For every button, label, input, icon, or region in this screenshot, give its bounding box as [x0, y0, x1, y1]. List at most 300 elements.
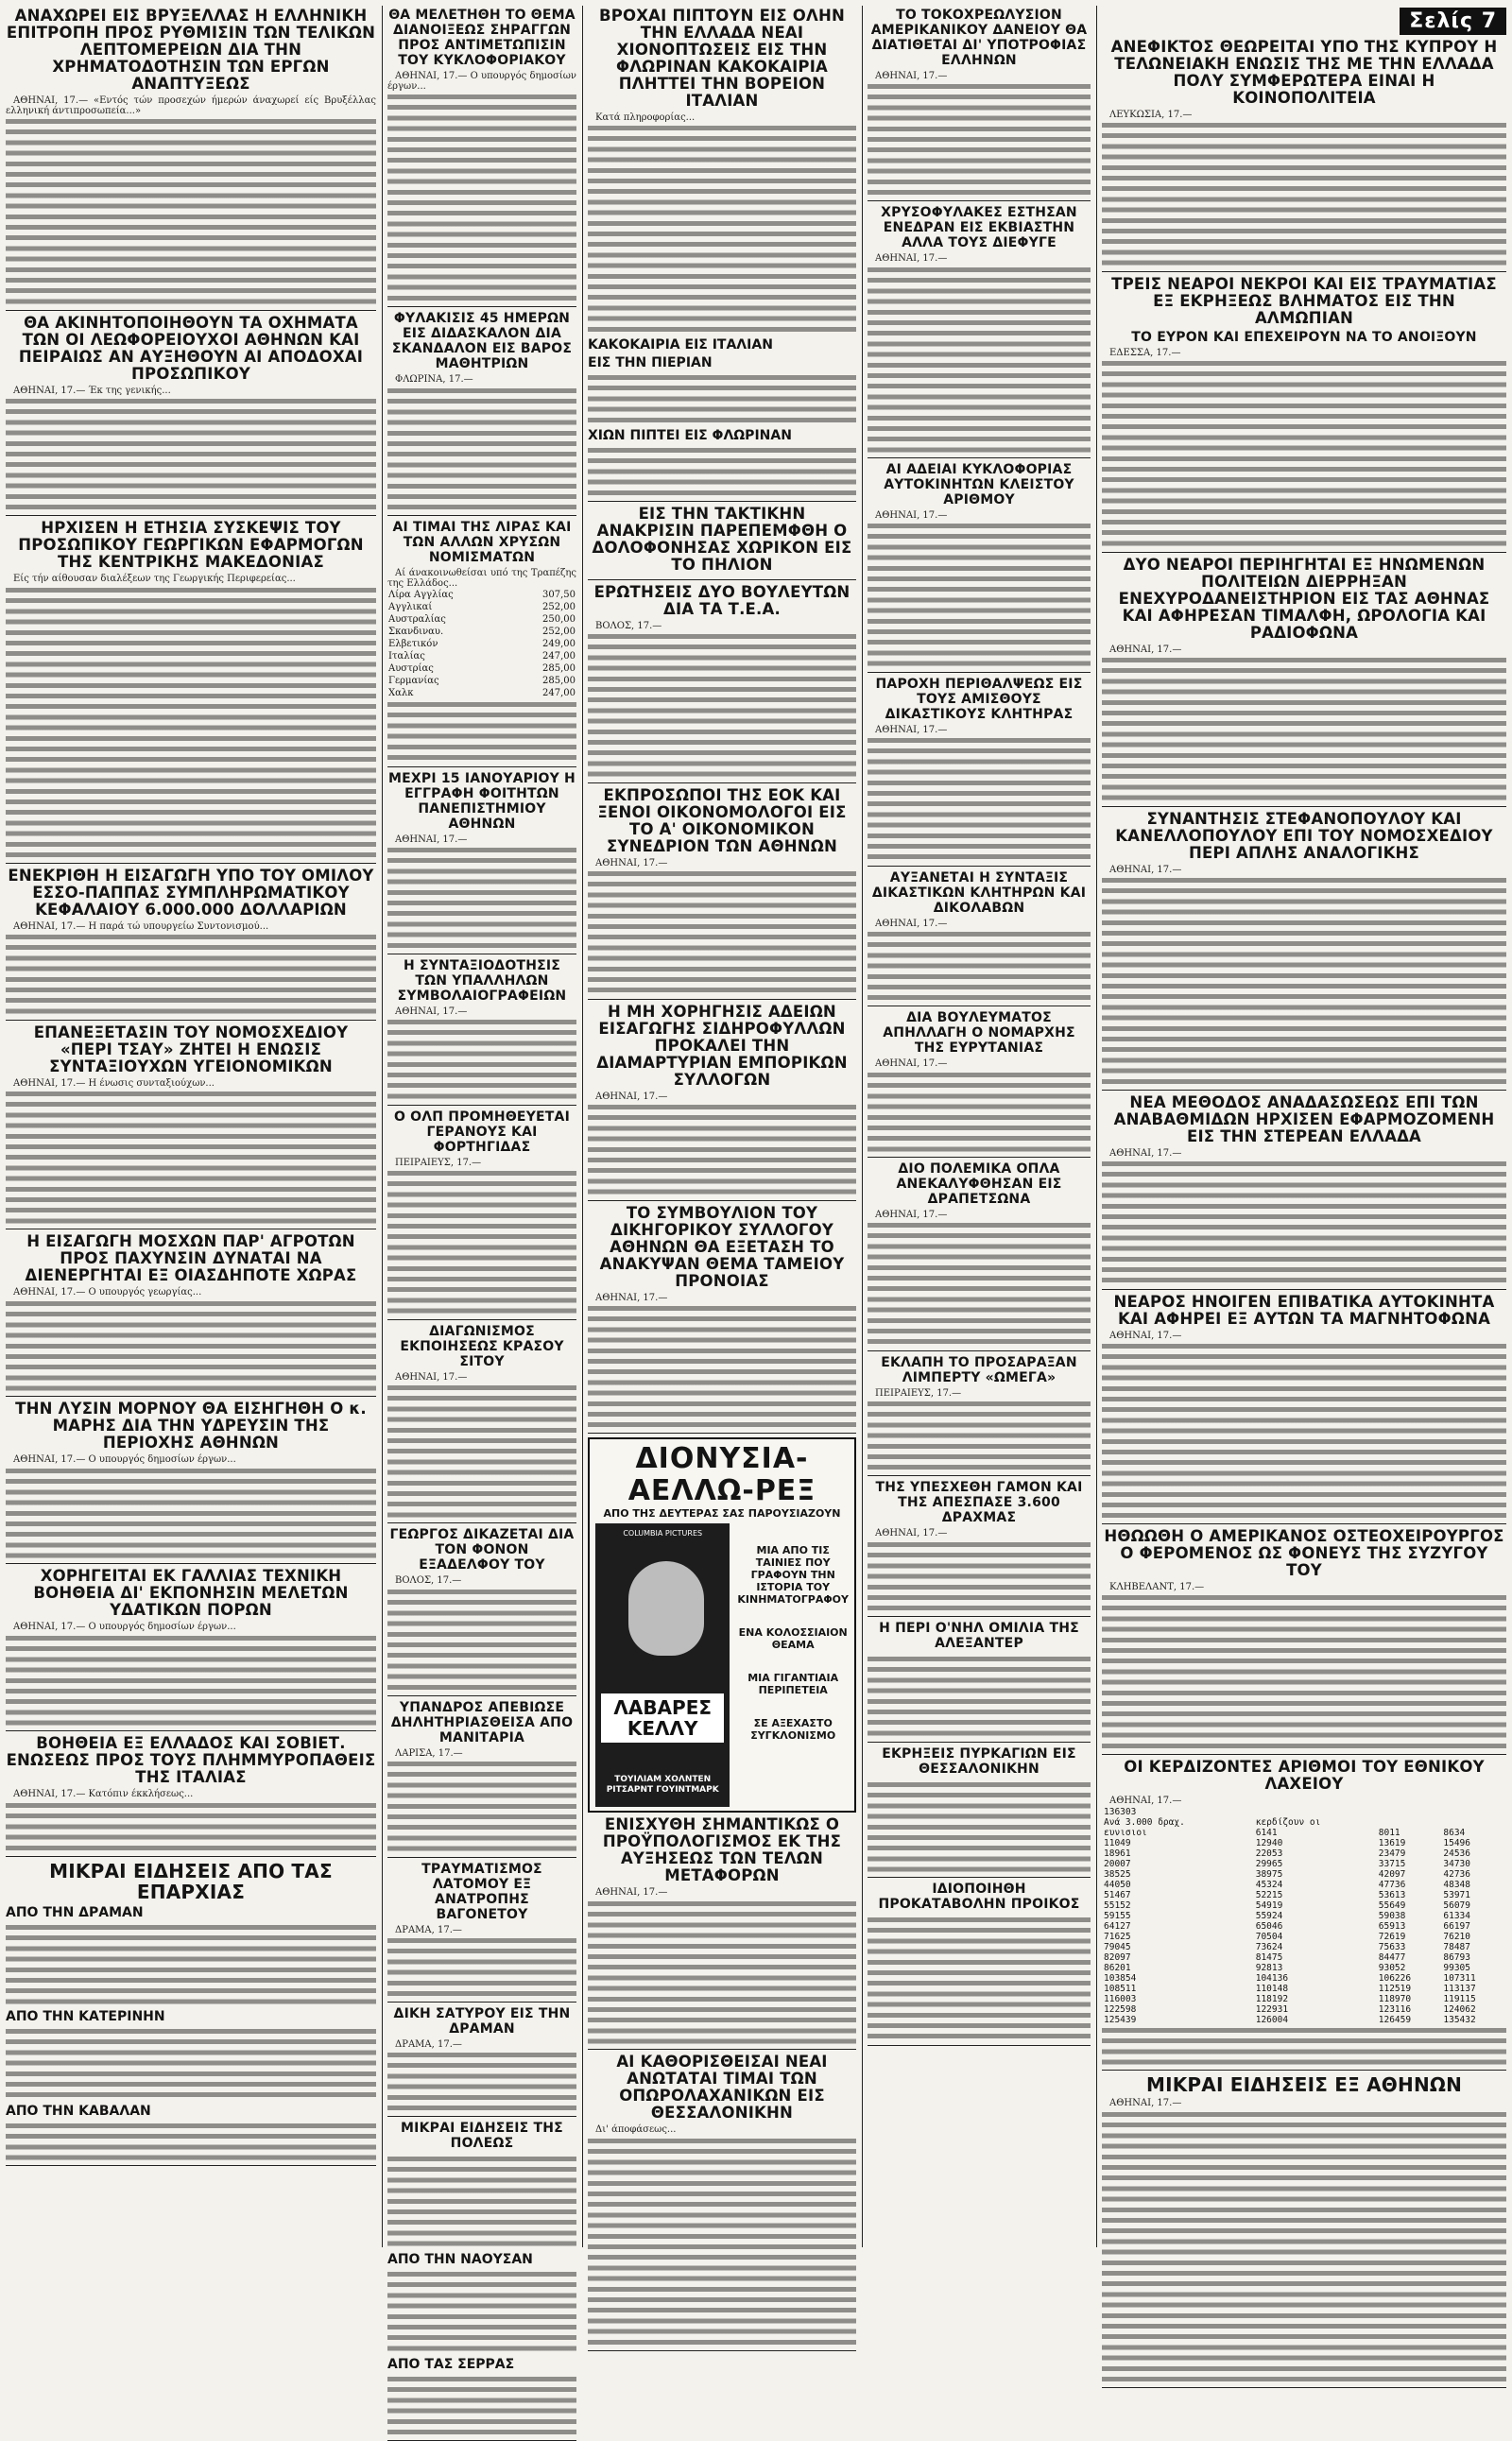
- lottery-number: [1377, 1807, 1442, 1817]
- article-lead: ΑΘΗΝΑΙ, 17.— Έκ της γενικής...: [13, 386, 171, 396]
- poster-portrait: [628, 1561, 704, 1656]
- price-row: [387, 601, 576, 613]
- article-lead: ΑΘΗΝΑΙ, 17.—: [875, 71, 948, 81]
- article-headline: ΜΙΚΡΑΙ ΕΙΔΗΣΕΙΣ ΤΗΣ ΠΟΛΕΩΣ: [401, 2121, 563, 2152]
- article-lead: ΑΘΗΝΑΙ, 17.—: [595, 1091, 668, 1102]
- article-lead: ΑΘΗΝΑΙ, 17.— «Εντός τών προσεχών ήμερών άναχωρεί είς Βρυξέλλας ελληνική άντιπροσωπεία...»: [6, 95, 376, 117]
- lottery-number: 119115: [1443, 1993, 1476, 2004]
- article-body: [387, 2050, 576, 2113]
- column-5: [1102, 6, 1506, 2247]
- lottery-row: [1102, 1859, 1506, 1869]
- article-body: [387, 1017, 576, 1102]
- lottery-results: [1102, 1807, 1506, 2025]
- column-rule: [582, 6, 583, 2247]
- price-value: 252,00: [542, 627, 576, 638]
- article-lead: ΑΘΗΝΑΙ, 17.—: [875, 1528, 948, 1539]
- price-row: [387, 687, 576, 699]
- article-lead: ΑΘΗΝΑΙ, 17.—: [595, 858, 668, 869]
- news-article: [387, 958, 576, 1106]
- article-body: [868, 1399, 1091, 1472]
- lottery-number: 65046: [1255, 1920, 1283, 1932]
- article-headline: ΕΙΣ ΤΗΝ ΤΑΚΤΙΚΗΝ ΑΝΑΚΡΙΣΙΝ ΠΑΡΕΠΕΜΦΘΗ Ο ΔΟΛΟΦΟΝΗΣΑΣ ΧΩΡΙΚΟΝ ΕΙΣ ΤΟ ΠΗΛΙΟΝ: [592, 505, 852, 575]
- lottery-number: 86201: [1104, 1962, 1131, 1973]
- price-value: 247,00: [542, 651, 576, 662]
- article-headline: ΜΕΧΡΙ 15 ΙΑΝΟΥΑΡΙΟΥ Η ΕΓΓΡΑΦΗ ΦΟΙΤΗΤΩΝ ΠΑΝΕΠΙΣΤΗΜΙΟΥ ΑΘΗΝΩΝ: [388, 770, 576, 832]
- lottery-number: 24536: [1443, 1848, 1470, 1859]
- article-lead: ΑΘΗΝΑΙ, 17.—: [1109, 1796, 1182, 1807]
- lottery-number: 136303: [1104, 1806, 1137, 1817]
- lottery-number: 66197: [1443, 1920, 1470, 1932]
- lottery-number: 122598: [1104, 2003, 1137, 2015]
- lottery-number: 42097: [1378, 1868, 1406, 1880]
- article-headline: Η ΕΙΣΑΓΩΓΗ ΜΟΣΧΩΝ ΠΑΡ' ΑΓΡΟΤΩΝ ΠΡΟΣ ΠΑΧΥΝΣΙΝ ΔΥΝΑΤΑΙ ΝΑ ΔΙΕΝΕΡΓΗΤΑΙ ΕΞ ΟΙΑΣΔΗΠΟΤΕ ΧΩΡΑΣ: [25, 1232, 357, 1285]
- article-lead: Αί άνακοινωθείσαι υπό της Τραπέζης της Ελλάδος...: [387, 568, 576, 590]
- article-headline: ΤΟ ΤΟΚΟΧΡΕΩΛΥΣΙΟΝ ΑΜΕΡΙΚΑΝΙΚΟΥ ΔΑΝΕΙΟΥ ΘΑ ΔΙΑΤΙΘΕΤΑΙ ΔΙ' ΥΠΟΤΡΟΦΙΑΣ ΕΛΛΗΝΩΝ: [870, 8, 1088, 68]
- article-lead: ΑΘΗΝΑΙ, 17.—: [1109, 864, 1182, 875]
- price-coin: Αυστραλίας: [388, 614, 446, 626]
- news-article: [868, 870, 1091, 1007]
- article-headline: Ο ΟΛΠ ΠΡΟΜΗΘΕΥΕΤΑΙ ΓΕΡΑΝΟΥΣ ΚΑΙ ΦΟΡΤΗΓΙΔΑΣ: [394, 1109, 570, 1155]
- lottery-number: 42736: [1443, 1868, 1470, 1880]
- lottery-number: 122931: [1255, 2003, 1289, 2015]
- article-lead: Είς τήν αίθουσαν διαλέξεων της Γεωργικής Περιφερείας...: [13, 574, 296, 585]
- lottery-number: 79045: [1104, 1941, 1131, 1952]
- article-body: [387, 1587, 576, 1693]
- article-body: [6, 1298, 376, 1394]
- news-article: [588, 1205, 856, 1435]
- article-headline: Η ΣΥΝΤΑΞΙΟΔΟΤΗΣΙΣ ΤΩΝ ΥΠΑΛΛΗΛΩΝ ΣΥΜΒΟΛΑΙΟΓΡΑΦΕΙΩΝ: [397, 957, 567, 1004]
- article-subsection-body: [6, 2121, 376, 2163]
- ad-subtitle: ΑΠΟ ΤΗΣ ΔΕΥΤΕΡΑΣ ΣΑΣ ΠΑΡΟΥΣΙΑΖΟΥΝ: [603, 1507, 841, 1521]
- news-article: [387, 8, 576, 307]
- news-article: [387, 1862, 576, 2003]
- article-headline: ΕΝΙΣΧΥΘΗ ΣΗΜΑΝΤΙΚΩΣ Ο ΠΡΟΫΠΟΛΟΓΙΣΜΟΣ ΕΚ ΤΗΣ ΑΥΞΗΣΕΩΣ ΤΩΝ ΤΕΛΩΝ ΜΕΤΑΦΟΡΩΝ: [602, 1815, 842, 1885]
- article-body: [588, 1303, 856, 1430]
- lottery-row: [1102, 1880, 1506, 1890]
- lottery-number: 38975: [1255, 1868, 1283, 1880]
- article-subheadline: ΤΟ ΕΥΡΟΝ ΚΑΙ ΕΠΕΧΕΙΡΟΥΝ ΝΑ ΤΟ ΑΝΟΙΞΟΥΝ: [1131, 330, 1477, 345]
- article-headline: ΔΥΟ ΝΕΑΡΟΙ ΠΕΡΙΗΓΗΤΑΙ ΕΞ ΗΝΩΜΕΝΩΝ ΠΟΛΙΤΕΙΩΝ ΔΙΕΡΡΗΞΑΝ ΕΝΕΧΥΡΟΔΑΝΕΙΣΤΗΡΙΟΝ ΕΙΣ ΤΑΣ ΑΘΗΝΑΣ ΚΑΙ ΑΦΗΡΕΣΑΝ ΤΙΜΑΛΦΗ, ΩΡΟΛΟΓΙΑ ΚΑΙ ΡΑΔΙΟΦΩΝΑ: [1118, 555, 1490, 642]
- news-article: [6, 1568, 376, 1731]
- article-headline: ΠΑΡΟΧΗ ΠΕΡΙΘΑΛΨΕΩΣ ΕΙΣ ΤΟΥΣ ΑΜΙΣΘΟΥΣ ΔΙΚΑΣΤΙΚΟΥΣ ΚΛΗΤΗΡΑΣ: [875, 677, 1083, 723]
- news-article: [6, 868, 376, 1021]
- news-article: [6, 1735, 376, 1856]
- lottery-number: 56079: [1443, 1900, 1470, 1911]
- column-rule: [1096, 6, 1097, 2247]
- lottery-number: 118192: [1255, 1993, 1289, 2004]
- article-lead: ΑΘΗΝΑΙ, 17.—: [395, 834, 468, 845]
- news-article: [868, 1621, 1091, 1743]
- article-headline: ΑΥΞΑΝΕΤΑΙ Η ΣΥΝΤΑΞΙΣ ΔΙΚΑΣΤΙΚΩΝ ΚΛΗΤΗΡΩΝ ΚΑΙ ΔΙΚΟΛΑΒΩΝ: [871, 869, 1087, 916]
- ad-tagline: ΜΙΑ ΓΙΓΑΝΤΙΑΙΑ ΠΕΡΙΠΕΤΕΙΑ: [747, 1672, 839, 1697]
- price-value: 250,00: [542, 614, 576, 626]
- lottery-number: 113137: [1443, 1983, 1476, 1994]
- article-lead: Κατά πληροφορίας...: [595, 112, 696, 123]
- news-article: [588, 1816, 856, 2050]
- lottery-number: 64127: [1104, 1920, 1131, 1932]
- news-article: [588, 8, 856, 502]
- article-lead: ΑΘΗΝΑΙ, 17.—: [875, 725, 948, 736]
- studio-name: COLUMBIA PICTURES: [623, 1529, 703, 1539]
- article-headline: ΗΘΩΩΘΗ Ο ΑΜΕΡΙΚΑΝΟΣ ΟΣΤΕΟΧΕΙΡΟΥΡΓΟΣ Ο ΦΕΡΟΜΕΝΟΣ ΩΣ ΦΟΝΕΥΣ ΤΗΣ ΣΥΖΥΓΟΥ ΤΟΥ: [1104, 1527, 1504, 1580]
- news-article: [387, 1700, 576, 1858]
- lottery-number: 53971: [1443, 1889, 1470, 1900]
- article-lead: ΑΘΗΝΑΙ, 17.—: [395, 1371, 468, 1383]
- lottery-number: 112519: [1378, 1983, 1412, 1994]
- lottery-number: 93052: [1378, 1962, 1406, 1973]
- column-2: [387, 6, 576, 2372]
- article-body: [588, 2136, 856, 2347]
- lottery-number: 54919: [1255, 1900, 1283, 1911]
- news-article: [868, 1010, 1091, 1158]
- lottery-number: 123116: [1378, 2003, 1412, 2015]
- article-lead: ΑΘΗΝΑΙ, 17.—: [395, 1006, 468, 1017]
- film-cast: ΤΟΥΙΛΙΑΜ ΧΟΛΝΤΕΝ ΡΙΤΣΑΡΝΤ ΓΟΥΙΝΤΜΑΡΚ: [606, 1775, 719, 1796]
- news-article: [6, 1233, 376, 1397]
- lottery-number: 38525: [1104, 1868, 1131, 1880]
- lottery-number: 72619: [1378, 1931, 1406, 1942]
- price-coin: Χαλκ: [388, 688, 414, 699]
- news-article: [387, 520, 576, 767]
- article-headline: ΕΝΕΚΡΙΘΗ Η ΕΙΣΑΓΩΓΗ ΥΠΟ ΤΟΥ ΟΜΙΛΟΥ ΕΣΣΟ-ΠΑΠΠΑΣ ΣΥΜΠΛΗΡΩΜΑΤΙΚΟΥ ΚΕΦΑΛΑΙΟΥ 6.000.000 ΔΟΛΛΑΡΙΩΝ: [8, 866, 374, 919]
- news-article: [1102, 811, 1506, 1091]
- article-body: [6, 1800, 376, 1853]
- article-body: [868, 1220, 1091, 1347]
- price-row: [387, 662, 576, 675]
- lottery-number: 73624: [1255, 1941, 1283, 1952]
- article-headline: ΑΙ ΤΙΜΑΙ ΤΗΣ ΛΙΡΑΣ ΚΑΙ ΤΩΝ ΑΛΛΩΝ ΧΡΥΣΩΝ ΝΟΜΙΣΜΑΤΩΝ: [392, 520, 572, 565]
- news-article: [1102, 2074, 1506, 2387]
- lottery-number: 11049: [1104, 1837, 1131, 1848]
- article-body: [387, 1168, 576, 1316]
- article-body: [387, 386, 576, 512]
- article-headline: ΔΙΑΓΩΝΙΣΜΟΣ ΕΚΠΟΙΗΣΕΩΣ ΚΡΑΣΟΥ ΣΙΤΟΥ: [400, 1323, 564, 1369]
- article-lead: ΑΘΗΝΑΙ, 17.—: [1109, 644, 1182, 655]
- lottery-number: ευνισιοι: [1104, 1827, 1147, 1838]
- price-coin: Αυστρίας: [388, 663, 434, 675]
- article-body: [6, 396, 376, 512]
- price-value: 285,00: [542, 663, 576, 675]
- lottery-row: [1102, 1911, 1506, 1921]
- lottery-number: 55649: [1378, 1900, 1406, 1911]
- news-article: [387, 1324, 576, 1524]
- article-headline: ΝΕΑΡΟΣ ΗΝΟΙΓΕΝ ΕΠΙΒΑΤΙΚΑ ΑΥΤΟΚΙΝΗΤΑ ΚΑΙ ΑΦΗΡΕΙ ΕΞ ΑΥΤΩΝ ΤΑ ΜΑΓΝΗΤΟΦΩΝΑ: [1113, 1292, 1495, 1328]
- lottery-number: [1441, 1817, 1506, 1828]
- news-article: [387, 2121, 576, 2441]
- price-value: 285,00: [542, 676, 576, 687]
- lottery-row: [1102, 1869, 1506, 1880]
- article-headline: ΧΟΡΗΓΕΙΤΑΙ ΕΚ ΓΑΛΛΙΑΣ ΤΕΧΝΙΚΗ ΒΟΗΘΕΙΑ ΔΙ' ΕΚΠΟΝΗΣΙΝ ΜΕΛΕΤΩΝ ΥΔΑΤΙΚΩΝ ΠΟΡΩΝ: [33, 1567, 349, 1620]
- page-number-badge-wrap: [1102, 8, 1506, 35]
- cinema-advertisement: [588, 1437, 856, 1813]
- lottery-row: [1102, 1963, 1506, 1973]
- article-body: [1102, 1341, 1506, 1521]
- news-article: [387, 771, 576, 954]
- news-article: [1102, 1528, 1506, 1755]
- ad-tagline: ΕΝΑ ΚΟΛΟΣΣΙΑΙΟΝ ΘΕΑΜΑ: [738, 1626, 848, 1652]
- lottery-number: 104136: [1255, 1972, 1289, 1984]
- price-row: [387, 650, 576, 662]
- article-lead: ΑΘΗΝΑΙ, 17.—: [1109, 1330, 1182, 1341]
- ad-content: [595, 1523, 849, 1807]
- article-headline: ΜΙΚΡΑΙ ΕΙΔΗΣΕΙΣ ΑΠΟ ΤΑΣ ΕΠΑΡΧΙΑΣ: [49, 1859, 333, 1903]
- lottery-number: 53613: [1378, 1889, 1406, 1900]
- ad-tagline: ΜΙΑ ΑΠΟ ΤΙΣ ΤΑΙΝΙΕΣ ΠΟΥ ΓΡΑΦΟΥΝ ΤΗΝ ΙΣΤΟΡΙΑ ΤΟΥ ΚΙΝΗΜΑΤΟΓΡΑΦΟΥ: [737, 1544, 850, 1607]
- article-headline: Η ΜΗ ΧΟΡΗΓΗΣΙΣ ΑΔΕΙΩΝ ΕΙΣΑΓΩΓΗΣ ΣΙΔΗΡΟΦΥΛΛΩΝ ΠΡΟΚΑΛΕΙ ΤΗΝ ΔΙΑΜΑΡΤΥΡΙΑΝ ΕΜΠΟΡΙΚΩΝ ΣΥΛΛΟΓΩΝ: [596, 1002, 848, 1089]
- article-body: [868, 81, 1091, 198]
- article-body: [6, 1633, 376, 1728]
- article-body: [868, 1539, 1091, 1613]
- article-subsection-body: [387, 2374, 576, 2437]
- article-subsection-body: [588, 445, 856, 498]
- news-article: [1102, 276, 1506, 553]
- article-lead: ΑΘΗΝΑΙ, 17.—: [875, 918, 948, 929]
- lottery-number: 71625: [1104, 1931, 1131, 1942]
- lottery-number: 103854: [1104, 1972, 1137, 1984]
- lottery-number: 70504: [1255, 1931, 1283, 1942]
- column-rule: [382, 6, 383, 2247]
- article-headline: ΔΙΟ ΠΟΛΕΜΙΚΑ ΟΠΛΑ ΑΝΕΚΑΛΥΦΘΗΣΑΝ ΕΙΣ ΔΡΑΠΕΤΣΩΝΑ: [896, 1161, 1062, 1208]
- article-subsection-body: [6, 1922, 376, 2007]
- article-body: [1102, 1159, 1506, 1285]
- article-lead: ΑΘΗΝΑΙ, 17.— Κατόπιν έκκλήσεως...: [13, 1789, 194, 1800]
- article-headline: ΕΚΠΡΟΣΩΠΟΙ ΤΗΣ ΕΟΚ ΚΑΙ ΞΕΝΟΙ ΟΙΚΟΝΟΜΟΛΟΓΟΙ ΕΙΣ ΤΟ Α' ΟΙΚΟΝΟΜΙΚΟΝ ΣΥΝΕΔΡΙΟΝ ΤΩΝ ΑΘΗΝΩΝ: [597, 786, 847, 856]
- column-4: [868, 6, 1091, 2247]
- article-headline: ΘΑ ΜΕΛΕΤΗΘΗ ΤΟ ΘΕΜΑ ΔΙΑΝΟΙΞΕΩΣ ΣΗΡΑΓΓΩΝ ΠΡΟΣ ΑΝΤΙΜΕΤΩΠΙΣΙΝ ΤΟΥ ΚΥΚΛΟΦΟΡΙΑΚΟΥ: [388, 8, 576, 68]
- news-article: [387, 311, 576, 516]
- article-lead: ΑΘΗΝΑΙ, 17.—: [875, 253, 948, 265]
- news-article: [6, 315, 376, 516]
- article-headline: ΤΗΣ ΥΠΕΣΧΕΘΗ ΓΑΜΟΝ ΚΑΙ ΤΗΣ ΑΠΕΣΠΑΣΕ 3.600 ΔΡΑΧΜΑΣ: [875, 1480, 1083, 1526]
- lottery-number: 34730: [1443, 1858, 1470, 1869]
- lottery-number: 108511: [1104, 1983, 1137, 1994]
- article-lead: ΒΟΛΟΣ, 17.—: [395, 1575, 462, 1587]
- news-article: [868, 1882, 1091, 2045]
- article-headline: ΙΔΙΟΠΟΙΗΘΗ ΠΡΟΚΑΤΑΒΟΛΗΝ ΠΡΟΙΚΟΣ: [878, 1882, 1080, 1913]
- price-row: [387, 638, 576, 650]
- article-body: [387, 845, 576, 951]
- article-lead: ΠΕΙΡΑΙΕΥΣ, 17.—: [875, 1387, 962, 1399]
- article-subsection-title: ΑΠΟ ΤΗΝ ΚΑΒΑΛΑΝ: [6, 2103, 151, 2119]
- ad-tagline: ΣΕ ΑΞΕΧΑΣΤΟ ΣΥΓΚΛΟΝΙΣΜΟ: [750, 1717, 836, 1743]
- article-body: [588, 868, 856, 995]
- article-body: [868, 1779, 1091, 1875]
- article-subsection-body: [387, 2269, 576, 2354]
- lottery-row: [1102, 1921, 1506, 1932]
- news-article: [588, 787, 856, 1000]
- article-headline: ΑΙ ΚΑΘΟΡΙΣΘΕΙΣΑΙ ΝΕΑΙ ΑΝΩΤΑΤΑΙ ΤΙΜΑΙ ΤΩΝ ΟΠΩΡΟΛΑΧΑΝΙΚΩΝ ΕΙΣ ΘΕΣΣΑΛΟΝΙΚΗΝ: [616, 2053, 828, 2123]
- news-article: [6, 8, 376, 311]
- lottery-number: 6141: [1255, 1827, 1278, 1838]
- lottery-row: [1102, 1994, 1506, 2004]
- article-body: [588, 1102, 856, 1197]
- lottery-row: [1102, 1807, 1506, 1817]
- article-body: [387, 2154, 576, 2249]
- lottery-number: 75633: [1378, 1941, 1406, 1952]
- lottery-number: 47736: [1378, 1879, 1406, 1890]
- article-body: [1102, 120, 1506, 268]
- article-body: [868, 1654, 1091, 1739]
- news-article: [1102, 1759, 1506, 2071]
- lottery-number: 92813: [1255, 1962, 1283, 1973]
- film-title: ΛΑΒΑΡΕΣ ΚΕΛΛΥ: [601, 1693, 724, 1743]
- article-headline: ΤΡΑΥΜΑΤΙΣΜΟΣ ΛΑΤΟΜΟΥ ΕΞ ΑΝΑΤΡΟΠΗΣ ΒΑΓΟΝΕΤΟΥ: [421, 1861, 542, 1922]
- news-article: [868, 1480, 1091, 1617]
- lottery-number: 124062: [1443, 2003, 1476, 2015]
- article-subsection-body: [6, 2026, 376, 2100]
- lottery-number: 29965: [1255, 1858, 1283, 1869]
- article-headline: ΤΟ ΣΥΜΒΟΥΛΙΟΝ ΤΟΥ ΔΙΚΗΓΟΡΙΚΟΥ ΣΥΛΛΟΓΟΥ ΑΘΗΝΩΝ ΘΑ ΕΞΕΤΑΣΗ ΤΟ ΑΝΑΚΥΨΑΝ ΘΕΜΑ ΤΑΜΕΙΟΥ ΠΡΟΝΟΙΑΣ: [599, 1203, 845, 1290]
- news-article: [6, 1024, 376, 1230]
- page-number-badge: Σελίς 7: [1400, 8, 1506, 35]
- lottery-number: 55924: [1255, 1910, 1283, 1921]
- lottery-number: [1441, 1807, 1506, 1817]
- article-subsection-title: ΕΙΣ ΤΗΝ ΠΙΕΡΙΑΝ: [588, 355, 713, 371]
- article-subsection-title: ΑΠΟ ΤΗΝ ΚΑΤΕΡΙΝΗΝ: [6, 2009, 165, 2025]
- article-headline: ΒΡΟΧΑΙ ΠΙΠΤΟΥΝ ΕΙΣ ΟΛΗΝ ΤΗΝ ΕΛΛΑΔΑ ΝΕΑΙ ΧΙΟΝΟΠΤΩΣΕΙΣ ΕΙΣ ΤΗΝ ΦΛΩΡΙΝΑΝ ΚΑΚΟΚΑΙΡΙΑ ΠΛΗΤΤΕΙ ΤΗΝ ΒΟΡΕΙΟΝ ΙΤΑΛΙΑΝ: [598, 7, 846, 110]
- lottery-row: [1102, 1984, 1506, 1994]
- article-headline: ΤΡΕΙΣ ΝΕΑΡΟΙ ΝΕΚΡΟΙ ΚΑΙ ΕΙΣ ΤΡΑΥΜΑΤΙΑΣ ΕΞ ΕΚΡΗΞΕΩΣ ΒΛΗΜΑΤΟΣ ΕΙΣ ΤΗΝ ΑΛΜΩΠΙΑΝ: [1111, 275, 1497, 327]
- lottery-number: 18961: [1104, 1848, 1131, 1859]
- lottery-number: 126459: [1378, 2014, 1412, 2025]
- price-value: 249,00: [542, 639, 576, 650]
- lottery-row: [1102, 1848, 1506, 1859]
- article-headline: ΧΡΥΣΟΦΥΛΑΚΕΣ ΕΣΤΗΣΑΝ ΕΝΕΔΡΑΝ ΕΙΣ ΕΚΒΙΑΣΤΗΝ ΑΛΛΑ ΤΟΥΣ ΔΙΕΦΥΓΕ: [881, 205, 1077, 251]
- article-headline: ΕΠΑΝΕΞΕΤΑΣΙΝ ΤΟΥ ΝΟΜΟΣΧΕΔΙΟΥ «ΠΕΡΙ ΤΣΑΥ» ΖΗΤΕΙ Η ΕΝΩΣΙΣ ΣΥΝΤΑΞΙΟΥΧΩΝ ΥΓΕΙΟΝΟΜΙΚΩΝ: [33, 1023, 349, 1075]
- article-subsection-body: [588, 372, 856, 425]
- lottery-number: 106226: [1378, 1972, 1412, 1984]
- article-lead: ΠΕΙΡΑΙΕΥΣ, 17.—: [395, 1157, 482, 1168]
- price-value: 252,00: [542, 602, 576, 613]
- price-coin: Αγγλικαί: [388, 602, 433, 613]
- price-value: 247,00: [542, 688, 576, 699]
- article-body: [1102, 655, 1506, 803]
- news-article: [868, 8, 1091, 201]
- article-body: [588, 631, 856, 780]
- article-headline: ΣΥΝΑΝΤΗΣΙΣ ΣΤΕΦΑΝΟΠΟΥΛΟΥ ΚΑΙ ΚΑΝΕΛΛΟΠΟΥΛΟΥ ΕΠΙ ΤΟΥ ΝΟΜΟΣΧΕΔΙΟΥ ΠΕΡΙ ΑΠΛΗΣ ΑΝΑΛΟΓΙΚΗΣ: [1115, 809, 1493, 862]
- article-lead: ΑΘΗΝΑΙ, 17.— Ο υπουργός γεωργίας...: [13, 1287, 202, 1298]
- lottery-row: [1102, 1973, 1506, 1984]
- article-headline: ΕΚΛΑΠΗ ΤΟ ΠΡΟΣΑΡΑΞΑΝ ΛΙΜΠΕΡΤΥ «ΩΜΕΓΑ»: [881, 1354, 1077, 1385]
- lottery-number: 8634: [1443, 1827, 1466, 1838]
- lottery-number: 78487: [1443, 1941, 1470, 1952]
- article-body: [387, 1935, 576, 1999]
- lottery-number: 107311: [1443, 1972, 1476, 1984]
- lottery-row: [1102, 1890, 1506, 1900]
- article-headline: ΔΙΚΗ ΣΑΤΥΡΟΥ ΕΙΣ ΤΗΝ ΔΡΑΜΑΝ: [393, 2005, 571, 2037]
- article-body: [387, 699, 576, 763]
- lottery-number: 82097: [1104, 1951, 1131, 1963]
- price-coin: Σκανδιναυ.: [388, 627, 444, 638]
- article-headline: ΔΙΑ ΒΟΥΛΕΥΜΑΤΟΣ ΑΠΗΛΛΑΓΗ Ο ΝΟΜΑΡΧΗΣ ΤΗΣ ΕΥΡΥΤΑΝΙΑΣ: [883, 1010, 1075, 1057]
- ad-title: ΔΙΟΝΥΣΙΑ-ΑΕΛΛΩ-ΡΕΞ: [627, 1442, 816, 1508]
- article-lead: ΑΘΗΝΑΙ, 17.—: [1109, 2098, 1182, 2109]
- article-headline: ΥΠΑΝΔΡΟΣ ΑΠΕΒΙΩΣΕ ΔΗΛΗΤΗΡΙΑΣΘΕΙΣΑ ΑΠΟ ΜΑΝΙΤΑΡΙΑ: [390, 1699, 574, 1745]
- article-body: [1102, 358, 1506, 549]
- lottery-number: 84477: [1378, 1951, 1406, 1963]
- news-article: [868, 1161, 1091, 1351]
- news-article: [387, 1109, 576, 1320]
- article-lead: ΑΘΗΝΑΙ, 17.—: [875, 1058, 948, 1070]
- article-lead: ΑΘΗΝΑΙ, 17.—: [875, 1210, 948, 1221]
- lottery-number: 20007: [1104, 1858, 1131, 1869]
- lottery-row: [1102, 1817, 1506, 1828]
- lottery-number: 45324: [1255, 1879, 1283, 1890]
- lottery-number: 81475: [1255, 1951, 1283, 1963]
- lottery-number: 59155: [1104, 1910, 1131, 1921]
- lottery-number: 118970: [1378, 1993, 1412, 2004]
- lottery-row: [1102, 1932, 1506, 1942]
- article-lead: ΚΛΗΒΕΛΑΝΤ, 17.—: [1109, 1582, 1205, 1593]
- column-rule: [862, 6, 863, 2247]
- news-article: [6, 520, 376, 863]
- article-headline: ΗΡΧΙΣΕΝ Η ΕΤΗΣΙΑ ΣΥΣΚΕΨΙΣ ΤΟΥ ΠΡΟΣΩΠΙΚΟΥ ΓΕΩΡΓΙΚΩΝ ΕΦΑΡΜΟΓΩΝ ΤΗΣ ΚΕΝΤΡΙΚΗΣ ΜΑΚΕΔΟΝΙΑΣ: [18, 519, 364, 572]
- lottery-number: 52215: [1255, 1889, 1283, 1900]
- article-headline: ΤΗΝ ΛΥΣΙΝ ΜΟΡΝΟΥ ΘΑ ΕΙΣΗΓΗΘΗ Ο κ. ΜΑΡΗΣ ΔΙΑ ΤΗΝ ΥΔΡΕΥΣΙΝ ΤΗΣ ΠΕΡΙΟΧΗΣ ΑΘΗΝΩΝ: [15, 1400, 367, 1453]
- article-lead: ΑΘΗΝΑΙ, 17.—: [875, 510, 948, 522]
- lottery-row: [1102, 2004, 1506, 2015]
- lottery-number: 65913: [1378, 1920, 1406, 1932]
- article-subsection-title: ΚΑΚΟΚΑΙΡΙΑ ΕΙΣ ΙΤΑΛΙΑΝ: [588, 337, 773, 353]
- film-poster: [595, 1523, 730, 1807]
- news-article: [1102, 1294, 1506, 1525]
- article-lead: ΑΘΗΝΑΙ, 17.— Ο υπουργός δημοσίων έργων...: [387, 71, 576, 93]
- article-headline: ΒΟΗΘΕΙΑ ΕΞ ΕΛΛΑΔΟΣ ΚΑΙ ΣΟΒΙΕΤ. ΕΝΩΣΕΩΣ ΠΡΟΣ ΤΟΥΣ ΠΛΗΜΜΥΡΟΠΑΘΕΙΣ ΤΗΣ ΙΤΑΛΙΑΣ: [6, 1734, 376, 1787]
- article-body: [868, 521, 1091, 669]
- article-body: [387, 1383, 576, 1521]
- article-body: [6, 585, 376, 860]
- article-headline: ΑΝΑΧΩΡΕΙ ΕΙΣ ΒΡΥΞΕΛΛΑΣ Η ΕΛΛΗΝΙΚΗ ΕΠΙΤΡΟΠΗ ΠΡΟΣ ΡΥΘΜΙΣΙΝ ΤΩΝ ΤΕΛΙΚΩΝ ΛΕΠΤΟΜΕΡΕΙΩΝ ΔΙΑ ΤΗΝ ΧΡΗΜΑΤΟΔΟΤΗΣΙΝ ΤΩΝ ΕΡΓΩΝ ΑΝΑΠΤΥΞΕΩΣ: [6, 7, 376, 93]
- article-lead: ΛΑΡΙΣΑ, 17.—: [395, 1747, 463, 1759]
- lottery-number: 12940: [1255, 1837, 1283, 1848]
- lottery-row: [1102, 1952, 1506, 1963]
- article-headline: Η ΠΕΡΙ Ο'ΝΗΛ ΟΜΙΛΙΑ ΤΗΣ ΑΛΕΞΑΝΤΕΡ: [879, 1620, 1079, 1651]
- lottery-row: [1102, 1900, 1506, 1911]
- lottery-table: [1102, 1807, 1506, 2025]
- article-body: [868, 265, 1091, 456]
- article-body: [6, 1466, 376, 1561]
- lottery-number: Ανά 3.000 δραχ.: [1104, 1816, 1185, 1828]
- article-body: [6, 116, 376, 307]
- lottery-number: [1254, 1807, 1377, 1817]
- lottery-number: 48348: [1443, 1879, 1470, 1890]
- article-headline: ΑΙ ΑΔΕΙΑΙ ΚΥΚΛΟΦΟΡΙΑΣ ΑΥΤΟΚΙΝΗΤΩΝ ΚΛΕΙΣΤΟΥ ΑΡΙΘΜΟΥ: [884, 462, 1074, 508]
- price-coin: Γερμανίας: [388, 676, 439, 687]
- lottery-number: 23479: [1378, 1848, 1406, 1859]
- lottery-number: κερδίζουν οι: [1255, 1816, 1321, 1828]
- lottery-number: 110148: [1255, 1983, 1289, 1994]
- article-subsection-title: ΧΙΩΝ ΠΙΠΤΕΙ ΕΙΣ ΦΛΩΡΙΝΑΝ: [588, 428, 792, 444]
- article-subsection-title: ΑΠΟ ΤΑΣ ΣΕΡΡΑΣ: [387, 2356, 515, 2372]
- news-article: [1102, 1094, 1506, 1290]
- article-body: [868, 929, 1091, 1003]
- news-article: [1102, 39, 1506, 272]
- article-headline: ΑΝΕΦΙΚΤΟΣ ΘΕΩΡΕΙΤΑΙ ΥΠΟ ΤΗΣ ΚΥΠΡΟΥ Η ΤΕΛΩΝΕΙΑΚΗ ΕΝΩΣΙΣ ΤΗΣ ΜΕ ΤΗΝ ΕΛΛΑΔΑ ΠΟΛΥ ΣΥΜΦΕΡΩΤΕΡΑ ΕΙΝΑΙ Η ΚΟΙΝΟΠΟΛΙΤΕΙΑ: [1110, 38, 1498, 107]
- lottery-number: 61334: [1443, 1910, 1470, 1921]
- news-article: [588, 584, 856, 783]
- lottery-row: [1102, 1942, 1506, 1952]
- article-lead: ΕΔΕΣΣΑ, 17.—: [1109, 348, 1181, 358]
- article-body: [1102, 2025, 1506, 2068]
- article-body: [1102, 2109, 1506, 2384]
- news-article: [868, 462, 1091, 673]
- lottery-number: 55152: [1104, 1900, 1131, 1911]
- lottery-number: 99305: [1443, 1962, 1470, 1973]
- article-body: [868, 1915, 1091, 2041]
- article-lead: ΦΛΩΡΙΝΑ, 17.—: [395, 374, 473, 386]
- lottery-number: 44050: [1104, 1879, 1131, 1890]
- article-headline: ΜΙΚΡΑΙ ΕΙΔΗΣΕΙΣ ΕΞ ΑΘΗΝΩΝ: [1145, 2073, 1463, 2097]
